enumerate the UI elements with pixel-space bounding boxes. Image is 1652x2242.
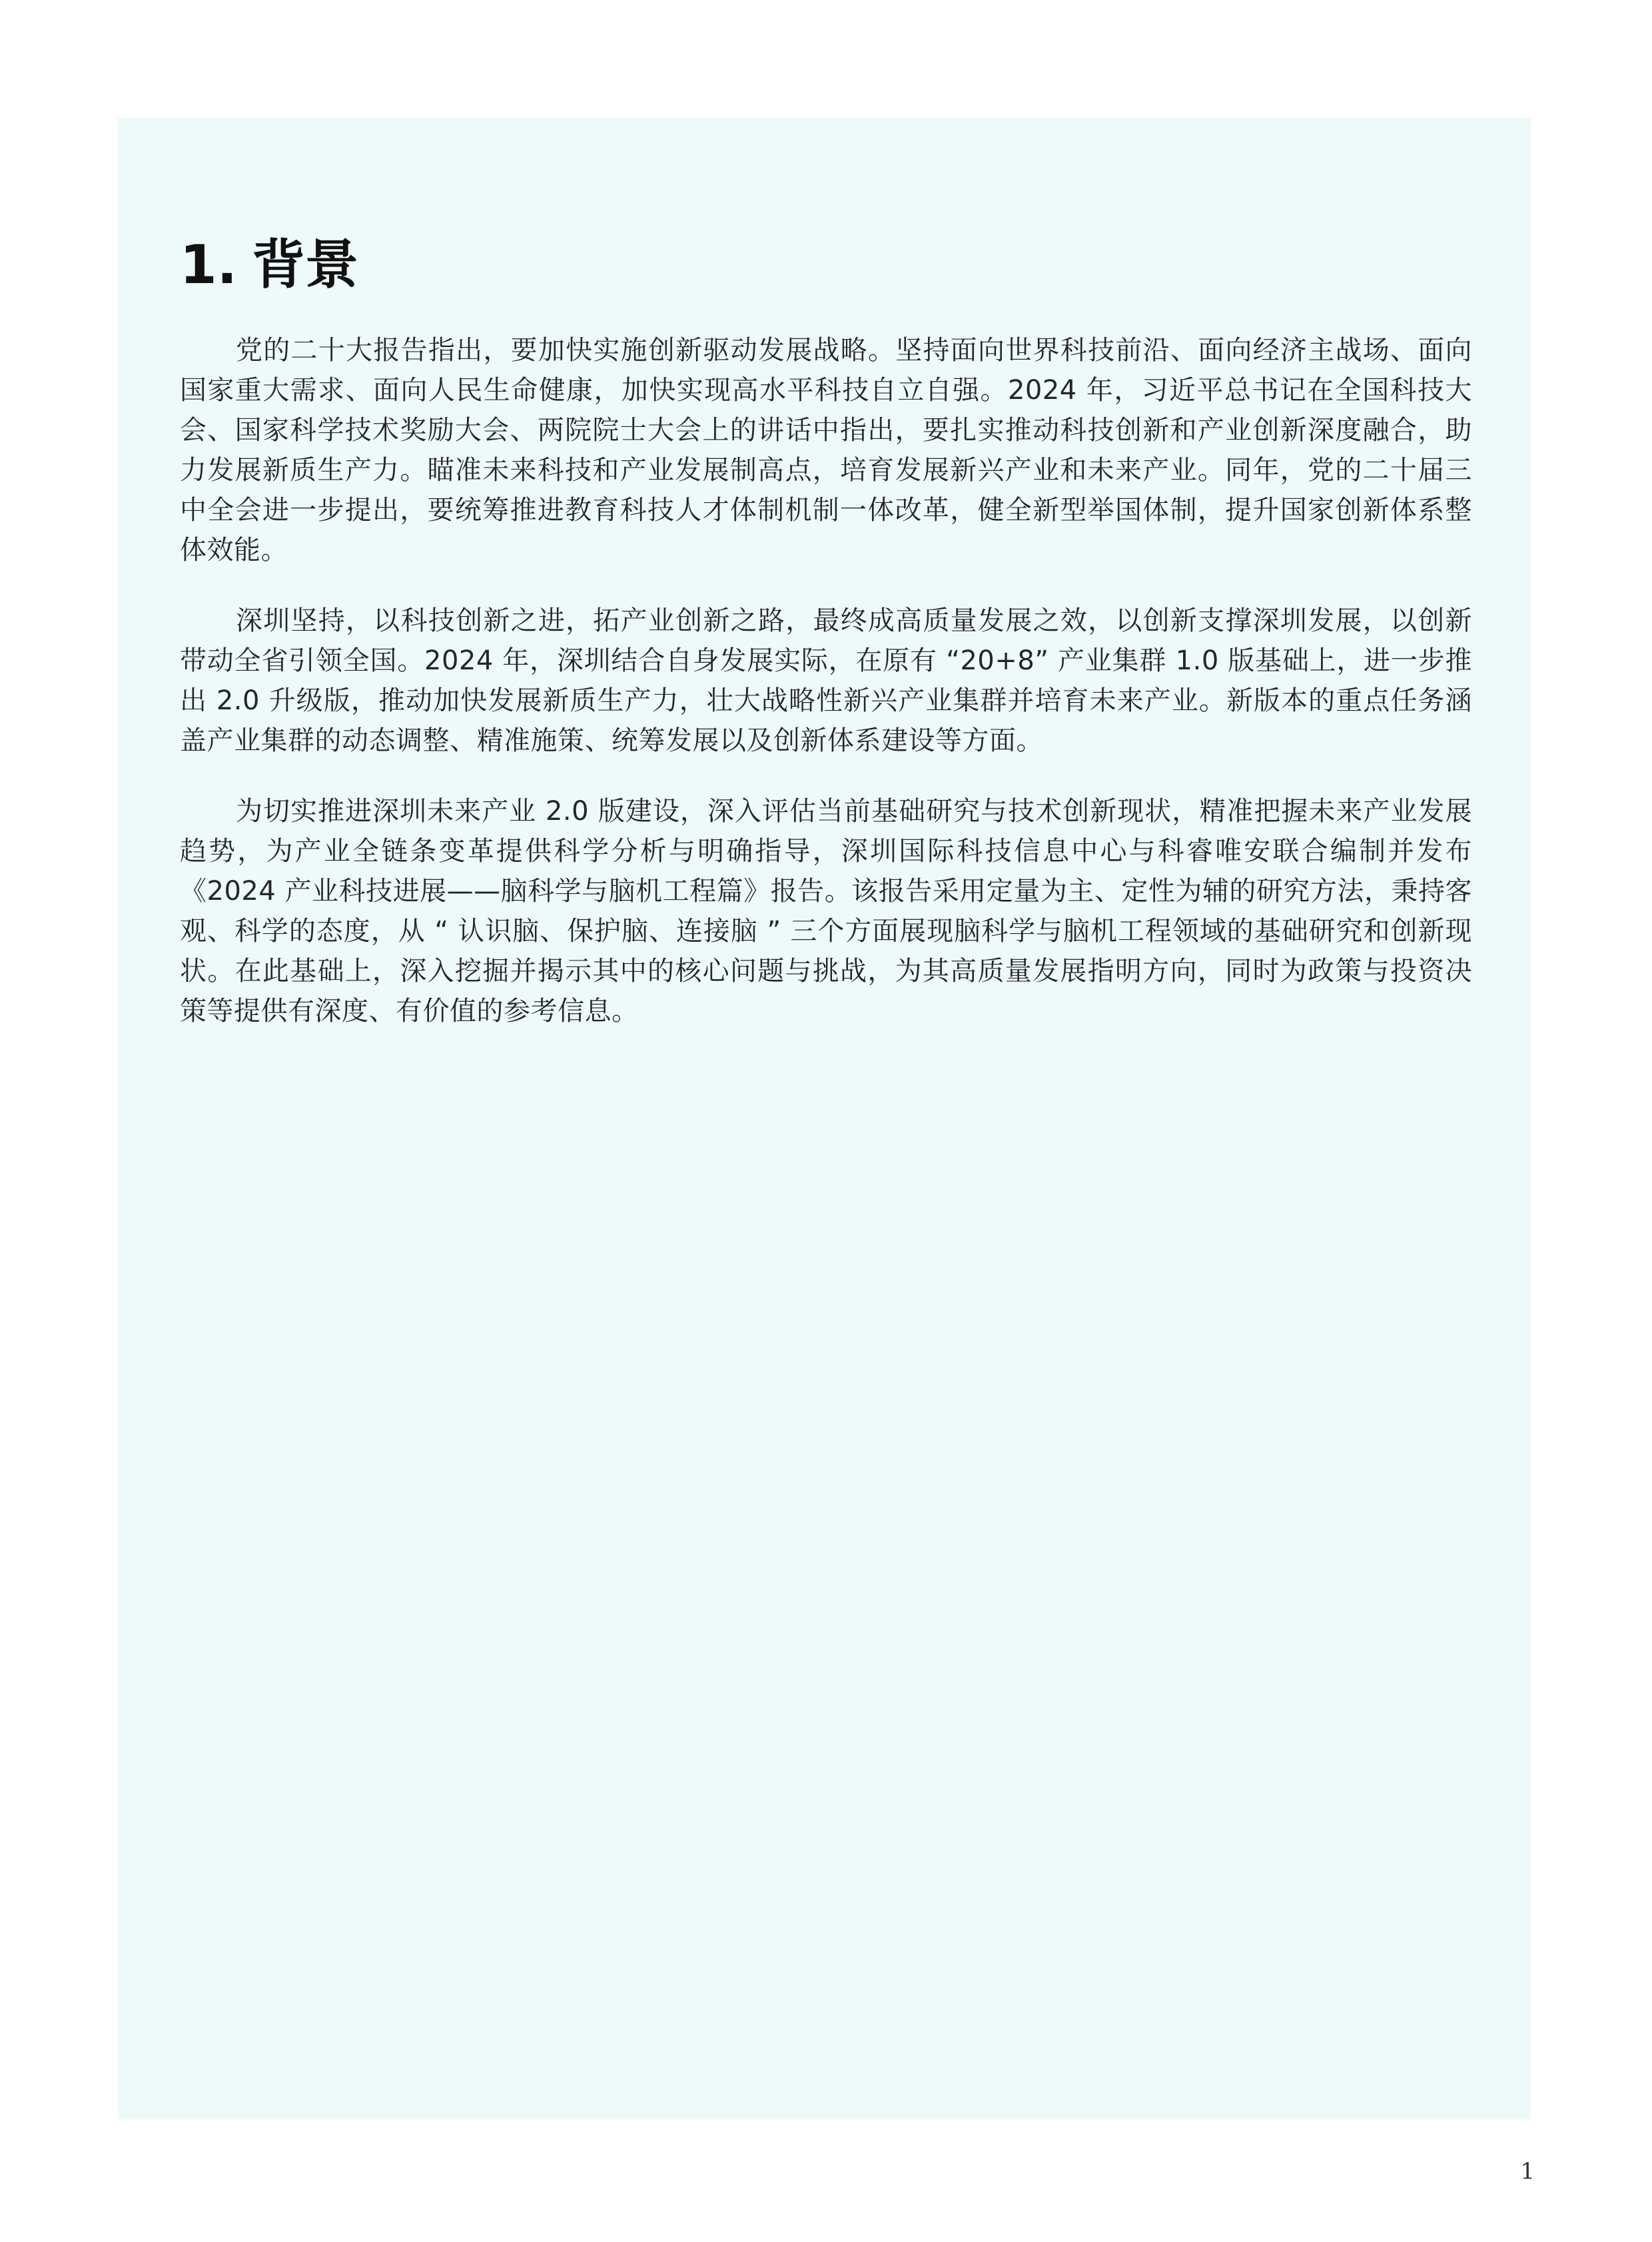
section-number: 1. bbox=[180, 234, 238, 296]
paragraph-shenzhen: 深圳坚持，以科技创新之进，拓产业创新之路，最终成高质量发展之效，以创新支撑深圳发展，以创新带动全省引领全国。2024 年，深圳结合自身发展实际，在原有 “20+8” 产业集群 1.0 版基础上，进一步推出 2.0 升级版，推动加快发展新质生产力，壮大战略性新兴产业集群并培育未来产业。新版本的重点任务涵盖产业集群的动态调整、精准施策、统筹发展以及创新体系建设等方面。 bbox=[180, 605, 1472, 756]
paragraph-report: 为切实推进深圳未来产业 2.0 版建设，深入评估当前基础研究与技术创新现状，精准把握未来产业发展趋势，为产业全链条变革提供科学分析与明确指导，深圳国际科技信息中心与科睿唯安联合编制并发布《2024 产业科技进展——脑科学与脑机工程篇》报告。该报告采用定量为主、定性为辅的研究方法，秉持客观、科学的态度，从 “ 认识脑、保护脑、连接脑 ” 三个方面展现脑科学与脑机工程领域的基础研究和创新现状。在此基础上，深入挖掘并揭示其中的核心问题与挑战，为其高质量发展指明方向，同时为政策与投资决策等提供有深度、有价值的参考信息。 bbox=[180, 796, 1472, 1026]
section-heading bbox=[180, 225, 358, 305]
section-title: 背景 bbox=[252, 234, 359, 296]
page-number: 1 bbox=[1520, 2158, 1535, 2185]
paragraph-background: 党的二十大报告指出，要加快实施创新驱动发展战略。坚持面向世界科技前沿、面向经济主战场、面向国家重大需求、面向人民生命健康，加快实现高水平科技自立自强。2024 年，习近平总书记在全国科技大会、国家科学技术奖励大会、两院院士大会上的讲话中指出，要扎实推动科技创新和产业创新深度融合，助力发展新质生产力。瞄准未来科技和产业发展制高点，培育发展新兴产业和未来产业。同年，党的二十届三中全会进一步提出，要统筹推进教育科技人才体制机制一体改革，健全新型举国体制，提升国家创新体系整体效能。 bbox=[180, 335, 1472, 565]
body-text bbox=[180, 330, 1472, 1062]
